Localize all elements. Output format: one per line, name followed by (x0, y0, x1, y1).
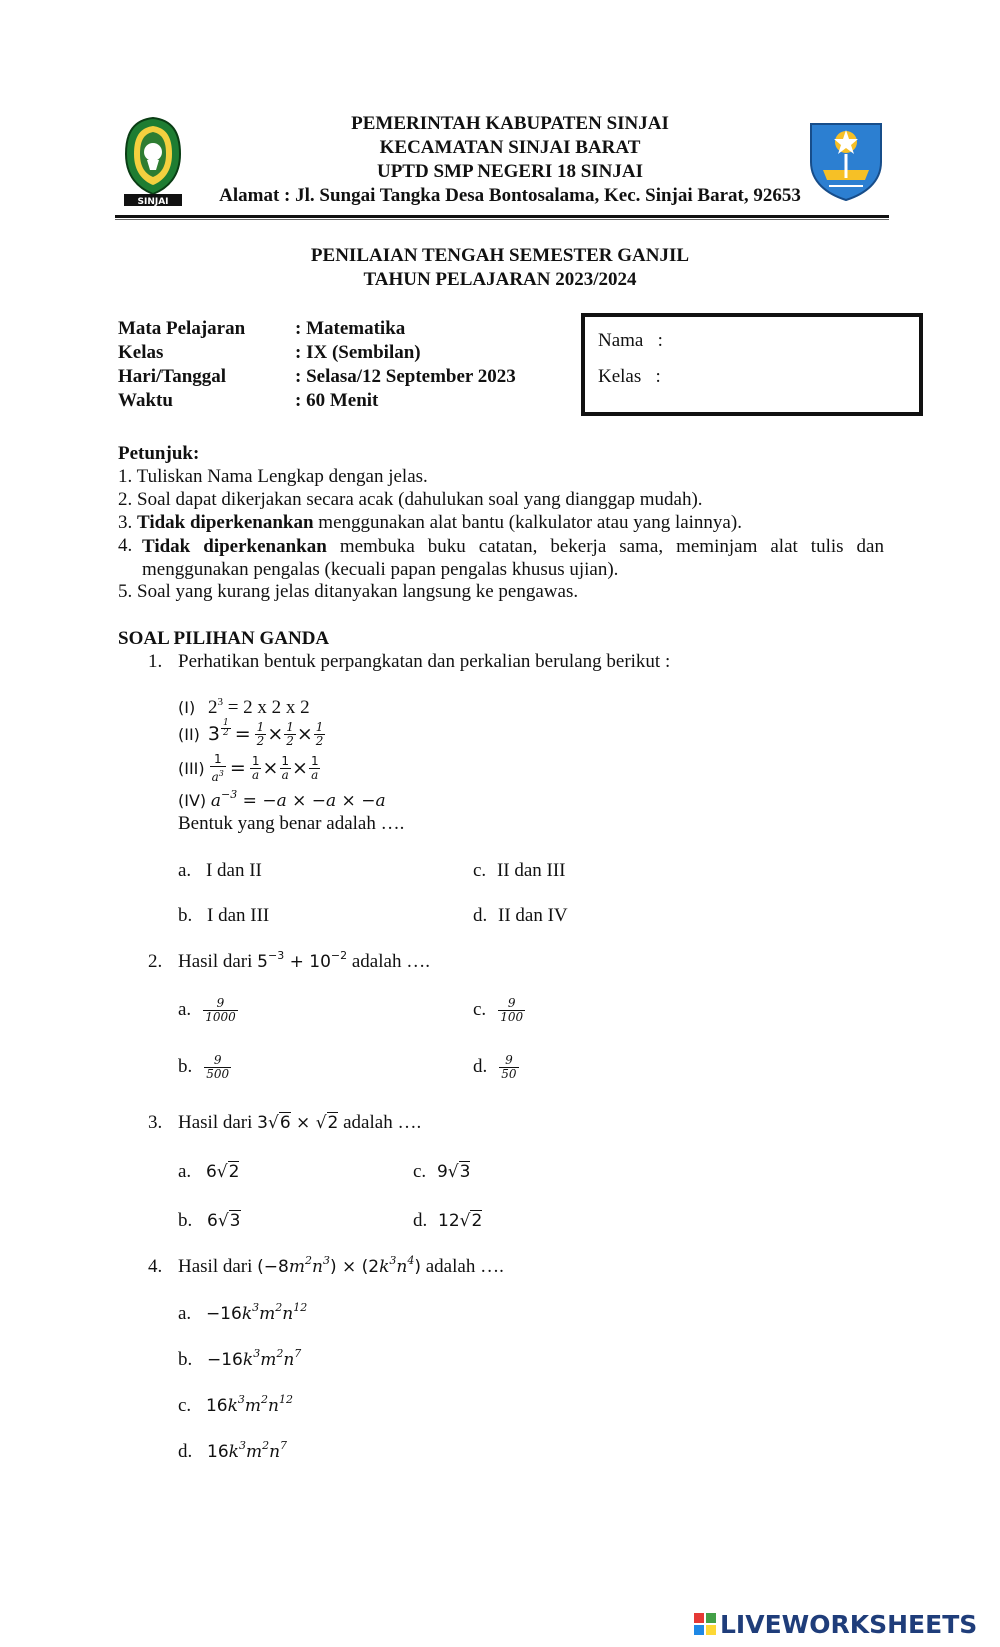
svg-text:SINJAI: SINJAI (137, 197, 169, 207)
statement-label: (II) (178, 724, 200, 744)
option-letter: b. (178, 1349, 193, 1370)
instruction-item (118, 535, 884, 581)
letterhead-divider-thin (115, 219, 889, 220)
instruction-number: 2. (118, 489, 133, 510)
instruction-bold: Tidak diperkenankan (142, 536, 327, 557)
liveworksheets-logo[interactable] (694, 1610, 977, 1638)
option-letter: a. (178, 860, 192, 881)
letterhead-divider (115, 215, 889, 218)
option-letter: d. (473, 905, 488, 926)
school-address: Alamat : Jl. Sungai Tangka Desa Bontosalama, Kec. Sinjai Barat, 92653 (219, 185, 801, 206)
option-letter: d. (413, 1210, 428, 1231)
option-c[interactable] (473, 860, 566, 882)
instruction-text: Soal yang kurang jelas ditanyakan langsung ke pengawas. (137, 581, 579, 602)
instruction-item (118, 512, 888, 534)
student-identity-box (581, 313, 923, 416)
liveworksheets-brand: LIVEWORKSHEETS (720, 1609, 978, 1639)
option-c[interactable]: c. $16k^3m^2n^{12}$ (178, 1393, 293, 1416)
government-title: PEMERINTAH KABUPATEN SINJAI (351, 113, 669, 134)
question-text: Hasil dari $(-8m^2n^3) \times (2k^3n^4)$ adalah …. (178, 1254, 504, 1277)
option-letter: d. (178, 1441, 193, 1462)
math-expression: $(-8m^2n^3) \times (2k^3n^4)$ (257, 1254, 421, 1277)
option-letter: c. (178, 1395, 192, 1416)
instructions-title: Petunjuk: (118, 443, 200, 464)
instruction-item (118, 489, 888, 511)
option-text: II dan III (496, 860, 566, 881)
option-a[interactable]: a. 6√2 (178, 1161, 240, 1182)
student-class-field[interactable]: Kelas : (598, 366, 661, 387)
option-letter: d. (473, 1056, 488, 1077)
statement-1: (I) $2^3 = 2$ x 2 x 2 (178, 696, 310, 718)
option-b[interactable]: b. $-16k^3m^2n^7$ (178, 1347, 302, 1370)
info-label-subject: Mata Pelajaran (118, 318, 246, 339)
option-text: I dan II (205, 860, 262, 881)
option-letter: c. (473, 860, 487, 881)
section-title: SOAL PILIHAN GANDA (118, 628, 330, 649)
question-text: Hasil dari $5^{-3} + 10^{-2}$ adalah …. (178, 949, 430, 972)
info-label-time: Waktu (118, 390, 173, 411)
exam-title: PENILAIAN TENGAH SEMESTER GANJIL (310, 245, 690, 266)
statement-label: (IV) (178, 791, 207, 810)
option-text: II dan IV (498, 905, 568, 926)
district-title: KECAMATAN SINJAI BARAT (379, 137, 641, 158)
option-d[interactable]: d. 12√2 (413, 1210, 483, 1231)
option-letter: b. (178, 1056, 193, 1077)
info-value-class: : IX (Sembilan) (295, 342, 421, 363)
option-a[interactable]: a. $-16k^3m^2n^{12}$ (178, 1301, 308, 1324)
instruction-text: menggunakan alat bantu (kalkulator atau yang lainnya). (313, 512, 742, 533)
liveworksheets-icon (694, 1613, 716, 1635)
instruction-number: 1. (118, 466, 133, 487)
exam-year: TAHUN PELAJARAN 2023/2024 (363, 269, 637, 290)
instruction-item (118, 581, 888, 603)
option-c[interactable]: c. 9√3 (413, 1161, 471, 1182)
option-letter: a. (178, 1161, 192, 1182)
instruction-text: Soal dapat dikerjakan secara acak (dahulukan soal yang dianggap mudah). (137, 489, 703, 510)
question-number: 1. (148, 651, 163, 672)
school-title: UPTD SMP NEGERI 18 SINJAI (376, 161, 644, 182)
instruction-bold: Tidak diperkenankan (137, 512, 314, 533)
option-b[interactable] (178, 905, 269, 927)
instruction-number: 5. (118, 581, 133, 602)
student-name-field[interactable]: Nama : (598, 330, 663, 351)
statement-label: (III) (178, 758, 205, 778)
option-b[interactable]: b. $\frac{9}{500}$ (178, 1052, 230, 1081)
info-value-subject: : Matematika (295, 318, 406, 339)
option-b[interactable]: b. 6√3 (178, 1210, 241, 1231)
option-letter: b. (178, 1210, 193, 1231)
statement-label: (I) (178, 698, 196, 717)
question-text: Hasil dari 3√6 × √2 adalah …. (178, 1112, 422, 1133)
option-letter: b. (178, 905, 193, 926)
statement-3: (III) $\frac{1}{a^3}$ = $\frac{1}{a}$ × $\frac{1}{a}$ × $\frac{1}{a}$ (178, 751, 319, 784)
option-letter: a. (178, 1303, 192, 1324)
info-label-date: Hari/Tanggal (118, 366, 227, 387)
instruction-number: 3. (118, 512, 133, 533)
question-number: 2. (148, 951, 163, 972)
question-closing: Bentuk yang benar adalah …. (178, 813, 405, 834)
instruction-number: 4. (118, 535, 133, 556)
math-expression: 3√6 × √2 (257, 1113, 339, 1133)
instruction-text: Tuliskan Nama Lengkap dengan jelas. (136, 466, 428, 487)
statement-2: (II) 3 $\frac{1}{2}$ = $\frac{1}{2}$ × $\frac{1}{2}$ × $\frac{1}{2}$ (178, 717, 324, 748)
option-text: I dan III (207, 905, 270, 926)
option-letter: a. (178, 999, 192, 1020)
question-number: 4. (148, 1256, 163, 1277)
instruction-text: membuka buku catatan, bekerja sama, meminjam alat tulis dan menggunakan pengalas (kecuali papan pengalas khusus ujian). (142, 536, 884, 580)
option-c[interactable]: c. $\frac{9}{100}$ (473, 995, 524, 1024)
option-letter: c. (413, 1161, 427, 1182)
info-value-time: : 60 Menit (295, 390, 379, 411)
option-a[interactable] (178, 860, 262, 882)
instruction-item (118, 466, 888, 488)
logo-school (803, 116, 889, 202)
info-value-date: : Selasa/12 September 2023 (295, 366, 516, 387)
question-text: Perhatikan bentuk perpangkatan dan perkalian berulang berikut : (178, 651, 671, 672)
option-letter: c. (473, 999, 487, 1020)
question-number: 3. (148, 1112, 163, 1133)
statement-4: (IV) $a^{-3} = -a \times -a \times -a$ (178, 788, 386, 811)
option-d[interactable] (473, 905, 568, 927)
option-a[interactable]: a. $\frac{9}{1000}$ (178, 995, 236, 1024)
info-label-class: Kelas (118, 342, 164, 363)
math-expression: $5^{-3} + 10^{-2}$ (257, 949, 348, 972)
option-d[interactable]: d. $\frac{9}{50}$ (473, 1052, 517, 1081)
option-d[interactable]: d. $16k^3m^2n^7$ (178, 1439, 288, 1462)
